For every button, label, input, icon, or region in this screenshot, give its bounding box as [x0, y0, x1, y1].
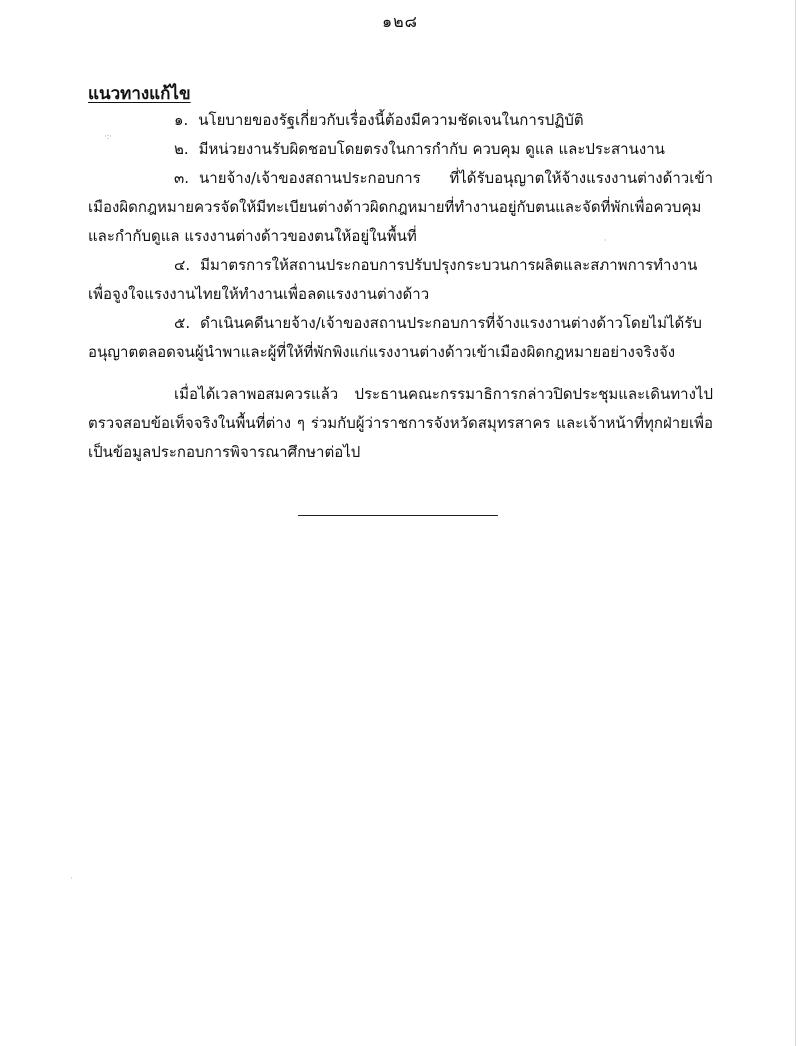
scan-edge [795, 0, 796, 1046]
list-item-number: ๒. [174, 140, 189, 158]
list-item [88, 135, 713, 164]
page-number: ๑๒๘ [381, 12, 419, 31]
list-item [88, 106, 713, 135]
list-item-number: ๓. [174, 169, 190, 187]
list-item [88, 164, 713, 251]
list-item-number: ๑. [174, 111, 189, 129]
list-item-text: มีหน่วยงานรับผิดชอบโดยตรงในการกำกับ ควบคุม ดูแล และประสานงาน [198, 140, 665, 158]
list-item [88, 251, 713, 309]
list-item-text: นายจ้าง/เจ้าของสถานประกอบการ ที่ได้รับอนุญาตให้จ้างแรงงานต่างด้าวเข้าเมืองผิดกฎหมายควรจัดให้มีทะเบียนต่างด้าวผิดกฎหมายที่ทำงานอยู่กับตนและจัดที่พักเพื่อควบคุมและกำกับดูแล แรงงานต่างด้าวของตนให้อยู่ในพื้นที่ [88, 169, 713, 245]
closing-paragraph: เมื่อได้เวลาพอสมควรแล้ว ประธานคณะกรรมาธิการกล่าวปิดประชุมและเดินทางไปตรวจสอบข้อเท็จจริงในพื้นที่ต่าง ๆ ร่วมกับผู้ว่าราชการจังหวัดสมุทรสาคร และเจ้าหน้าที่ทุกฝ่ายเพื่อเป็นข้อมูลประกอบการพิจารณาศึกษาต่อไป [88, 385, 713, 461]
list-item-number: ๕. [174, 314, 191, 332]
scan-speck: ·:· [104, 132, 112, 141]
list-item-number: ๔. [174, 256, 191, 274]
section-heading: แนวทางแก้ไข [88, 84, 191, 104]
scan-speck: · [70, 874, 73, 883]
list-item-text: มีมาตรการให้สถานประกอบการปรับปรุงกระบวนการผลิตและสภาพการทำงานเพื่อจูงใจแรงงานไทยให้ทำงานเพื่อลดแรงงานต่างด้าว [88, 256, 698, 303]
solutions-list [88, 106, 713, 367]
list-item [88, 309, 713, 367]
separator-line [298, 515, 498, 516]
list-item-text: ดำเนินคดีนายจ้าง/เจ้าของสถานประกอบการที่จ้างแรงงานต่างด้าวโดยไม่ได้รับอนุญาตตลอดจนผู้นำพาและผู้ที่ให้ที่พักพิงแก่แรงงานต่างด้าวเข้าเมืองผิดกฎหมายอย่างจริงจัง [88, 314, 702, 361]
scan-speck: · [604, 236, 607, 245]
list-item-text: นโยบายของรัฐเกี่ยวกับเรื่องนี้ต้องมีความชัดเจนในการปฏิบัติ [198, 111, 584, 129]
